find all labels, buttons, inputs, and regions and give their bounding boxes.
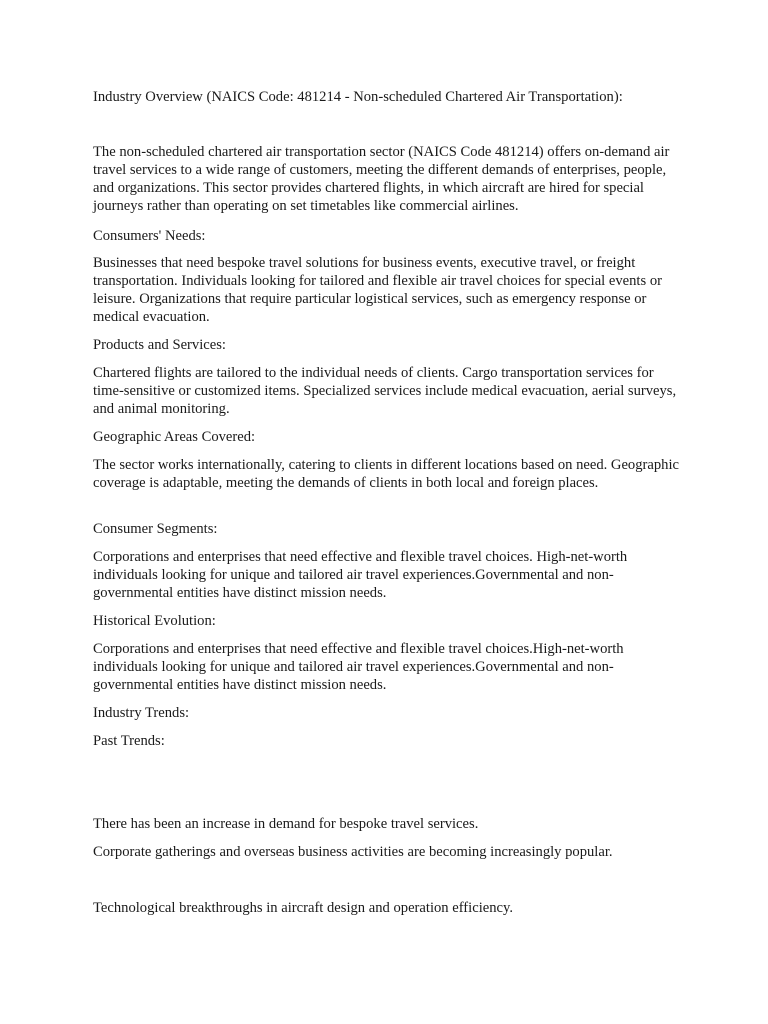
section-heading-geographic-areas: Geographic Areas Covered: xyxy=(93,429,256,445)
section-body-products-services: Chartered flights are tailored to the individual needs of clients. Cargo transportation services for time-sensitive or customized items. Specialized services include medical evacuation, aerial surveys, and animal monitoring. xyxy=(93,365,677,417)
section-body-geographic-areas: The sector works internationally, catering to clients in different locations based on need. Geographic coverage is adaptable, meeting the demands of clients in both local and foreign places. xyxy=(93,457,679,491)
past-trend-item: Corporate gatherings and overseas business activities are becoming increasingly popular. xyxy=(93,844,613,860)
section-heading-consumer-segments: Consumer Segments: xyxy=(93,521,218,537)
industry-trends-heading: Industry Trends: xyxy=(93,705,190,721)
section-heading-historical-evolution: Historical Evolution: xyxy=(93,613,216,629)
past-trend-item: Technological breakthroughs in aircraft design and operation efficiency. xyxy=(93,900,514,916)
past-trends-heading: Past Trends: xyxy=(93,733,165,749)
document-title: Industry Overview (NAICS Code: 481214 - Non-scheduled Chartered Air Transportation): xyxy=(93,89,623,105)
section-heading-products-services: Products and Services: xyxy=(93,337,226,353)
section-body-consumer-segments: Corporations and enterprises that need effective and flexible travel choices. High-net-worth individuals looking for unique and tailored air travel experiences.Governmental and non-governmental entities have distinct mission needs. xyxy=(93,549,628,601)
past-trend-item: There has been an increase in demand for bespoke travel services. xyxy=(93,816,479,832)
intro-paragraph: The non-scheduled chartered air transportation sector (NAICS Code 481214) offers on-demand air travel services to a wide range of customers, meeting the different demands of enterprises, people, and organizations. This sector provides chartered flights, in which aircraft are hired for special journeys rather than operating on set timetables like commercial airlines. xyxy=(93,144,670,214)
section-body-historical-evolution: Corporations and enterprises that need effective and flexible travel choices.High-net-worth individuals looking for unique and tailored air travel experiences.Governmental and non-governmental entities have distinct mission needs. xyxy=(93,641,624,693)
section-body-consumers-needs: Businesses that need bespoke travel solutions for business events, executive travel, or freight transportation. Individuals looking for tailored and flexible air travel choices for special events or leisure. Organizations that require particular logistical services, such as emergency response or medical evacuation. xyxy=(93,255,662,325)
section-heading-consumers-needs: Consumers' Needs: xyxy=(93,228,206,244)
